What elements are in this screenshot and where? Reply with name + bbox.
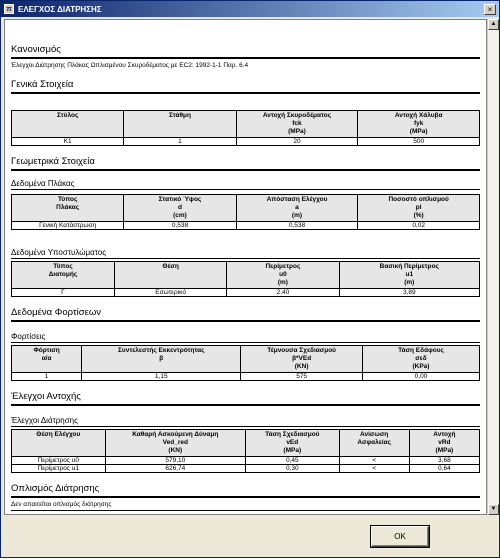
header-slab-type: Τύπος Πλάκας <box>12 195 124 222</box>
window-title: ΕΛΕΓΧΟΣ ΔΙΑΤΡΗΣΗΣ <box>18 4 102 14</box>
header-design-shear: Τέμνουσα Σχεδιασμού β*VEd (KN) <box>241 346 363 373</box>
loads-table <box>11 345 480 381</box>
subsection-title-punching-checks: Έλεγχοι Διάτρησης <box>11 416 480 427</box>
table-row: Περίμετρος u0 579,10 0,45 < 3,68 <box>12 457 480 465</box>
slab-table <box>11 194 480 230</box>
subsection-title-column: Δεδομένα Υποστυλώματος <box>11 248 480 259</box>
header-perimeter-u1: Βασική Περίμετρος u1 (m) <box>339 262 479 289</box>
header-position: Θέση <box>114 262 226 289</box>
section-title-geometry: Γεωμετρικά Στοιχεία <box>11 156 480 171</box>
title-bar[interactable] <box>1 1 499 17</box>
general-table <box>11 110 480 146</box>
header-section-type: Τύπος Διατομής <box>12 262 115 289</box>
close-button[interactable]: × <box>484 4 496 15</box>
divider <box>11 510 480 511</box>
header-soil-stress: Τάση Εδάφους σεδ (KPa) <box>362 346 479 373</box>
header-concrete-strength: Αντοχή Σκυροδέματος fck (MPa) <box>236 111 358 138</box>
subsection-title-load-cases: Φορτίσεις <box>11 332 480 343</box>
header-check-position: Θέση Ελέγχου <box>12 430 106 457</box>
table-row: Γ Εσωτερικό 2,40 3,89 <box>12 289 480 297</box>
section-title-general: Γενικά Στοιχεία <box>11 79 480 94</box>
column-table <box>11 261 480 297</box>
table-row: Γενική Κατάστρωση 0,538 0,538 0,02 <box>12 222 480 230</box>
subsection-title-slab: Δεδομένα Πλάκας <box>11 179 480 190</box>
header-static-height: Στατικό Ύψος d (cm) <box>124 195 236 222</box>
header-reinforcement-ratio: Ποσοστό οπλισμού pl (%) <box>358 195 480 222</box>
scroll-down-icon[interactable]: ▼ <box>488 504 499 515</box>
header-safety-inequality: Ανίσωση Ασφαλείας <box>339 430 409 457</box>
header-eccentricity: Συντελεστής Εκκεντρότητας β <box>82 346 241 373</box>
header-perimeter-u0: Περίμετρος u0 (m) <box>227 262 339 289</box>
header-resistance: Αντοχή vRd (MPa) <box>409 430 479 457</box>
section-title-regulation: Κανονισμός <box>11 44 480 59</box>
section-title-loads: Δεδομένα Φορτίσεων <box>11 307 480 322</box>
header-net-force: Καθαρή Ασκούμενη Δύναμη Ved_red (KN) <box>105 430 245 457</box>
vertical-scrollbar[interactable] <box>487 19 498 515</box>
header-check-distance: Απόσταση Ελέγχου a (m) <box>236 195 358 222</box>
section-title-reinforcement: Οπλισμός Διάτρησης <box>11 483 480 498</box>
header-design-stress: Τάση Σχεδιασμού vEd (MPa) <box>245 430 339 457</box>
report-panel <box>4 19 487 515</box>
scroll-up-icon[interactable]: ▲ <box>488 19 499 30</box>
reinforcement-text: Δεν απαιτείται οπλισμός διάτρησης <box>11 501 112 508</box>
checks-table <box>11 429 480 473</box>
regulation-text: Έλεγχοι Διάτρησης Πλάκας Ωπλισμένου Σκυροδέματος με ΕC2: 1992-1-1 Παρ. 6.4 <box>11 62 249 69</box>
table-row: K1 1 20 500 <box>12 138 480 146</box>
app-icon: π <box>4 4 14 14</box>
section-title-checks: Έλεγχοι Αντοχής <box>11 391 480 406</box>
header-load-case: Φόρτιση α/α <box>12 346 82 373</box>
header-column: Στύλος <box>12 111 124 138</box>
header-level: Στάθμη <box>124 111 236 138</box>
table-row: Περίμετρος u1 626,74 0,30 < 0,64 <box>12 465 480 473</box>
table-row: 1 1,15 575 0,00 <box>12 373 480 381</box>
ok-button[interactable]: OK <box>371 526 429 547</box>
header-steel-strength: Αντοχή Χάλυβα fyk (MPa) <box>358 111 480 138</box>
